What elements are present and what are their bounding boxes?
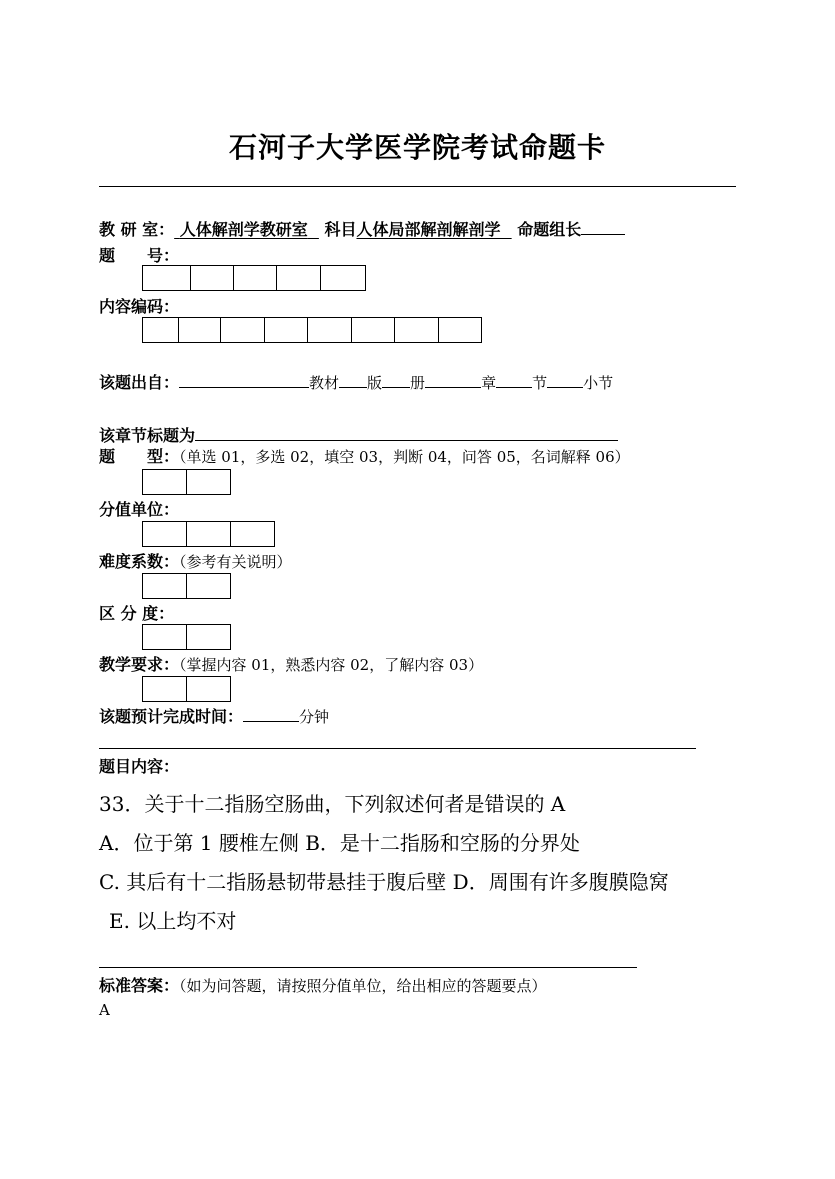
- box-cell[interactable]: [143, 318, 179, 342]
- source-chapter-label: 章: [481, 374, 497, 392]
- group-leader-blank[interactable]: [581, 220, 625, 235]
- box-cell[interactable]: [143, 522, 187, 546]
- question-number-label: 题 号：: [99, 246, 180, 265]
- box-cell[interactable]: [439, 318, 482, 342]
- source-edition-blank[interactable]: [339, 373, 367, 388]
- title-divider: [99, 186, 736, 187]
- box-cell[interactable]: [187, 522, 231, 546]
- department-label: 教 研 室：: [99, 220, 175, 239]
- answer-divider: [99, 967, 637, 968]
- content-code-label: 内容编码：: [99, 297, 180, 316]
- box-cell[interactable]: [234, 266, 277, 290]
- header-row: [99, 217, 625, 240]
- difficulty-row: [99, 549, 292, 572]
- source-row: [99, 370, 613, 393]
- standard-answer-row: [99, 973, 547, 996]
- question-type-row: [99, 444, 630, 467]
- question-number-boxes[interactable]: [142, 265, 366, 291]
- difficulty-label: 难度系数：: [99, 552, 180, 571]
- source-subsection-label: 小节: [583, 374, 614, 392]
- question-divider: [99, 748, 696, 749]
- question-content-label: 题目内容：: [99, 757, 180, 776]
- question-option-e: E. 以上均不对: [109, 909, 237, 933]
- source-volume-blank[interactable]: [382, 373, 410, 388]
- box-cell[interactable]: [143, 625, 187, 649]
- box-cell[interactable]: [143, 677, 187, 701]
- teaching-requirement-row: [99, 652, 483, 675]
- question-type-label: 题 型：: [99, 447, 180, 466]
- score-unit-label: 分值单位：: [99, 500, 180, 519]
- box-cell[interactable]: [143, 574, 187, 598]
- source-section-blank[interactable]: [496, 373, 532, 388]
- source-textbook-label: 教材: [309, 374, 340, 392]
- question-stem: 33．关于十二指肠空肠曲，下列叙述何者是错误的 A: [99, 792, 566, 816]
- chapter-title-blank[interactable]: [195, 426, 618, 441]
- source-section-label: 节: [532, 374, 548, 392]
- subject-value: 人体局部解剖解剖学: [356, 220, 501, 239]
- source-subsection-blank[interactable]: [547, 373, 583, 388]
- difficulty-note: （参考有关说明）: [179, 553, 292, 571]
- standard-answer-value: A: [99, 1001, 110, 1019]
- box-cell[interactable]: [308, 318, 352, 342]
- teaching-requirement-boxes[interactable]: [142, 676, 231, 702]
- source-volume-label: 册: [410, 374, 426, 392]
- teaching-requirement-label: 教学要求：: [99, 655, 180, 674]
- box-cell[interactable]: [265, 318, 308, 342]
- source-label: 该题出自：: [99, 373, 180, 392]
- page-title: 石河子大学医学院考试命题卡: [228, 131, 606, 164]
- group-leader-label: 命题组长: [517, 220, 582, 239]
- box-cell[interactable]: [231, 522, 275, 546]
- box-cell[interactable]: [187, 470, 231, 494]
- box-cell[interactable]: [191, 266, 234, 290]
- question-type-note: （单选 01，多选 02，填空 03，判断 04，问答 05，名词解释 06）: [179, 448, 630, 466]
- question-options-cd: C. 其后有十二指肠悬韧带悬挂于腹后壁 D．周围有许多腹膜隐窝: [99, 870, 669, 894]
- department-value: 人体解剖学教研室: [179, 220, 308, 239]
- source-edition-label: 版: [367, 374, 383, 392]
- box-cell[interactable]: [187, 677, 231, 701]
- estimated-time-blank[interactable]: [243, 707, 299, 722]
- box-cell[interactable]: [221, 318, 265, 342]
- question-type-boxes[interactable]: [142, 469, 231, 495]
- discrimination-boxes[interactable]: [142, 624, 231, 650]
- discrimination-label: 区 分 度：: [99, 604, 175, 623]
- difficulty-boxes[interactable]: [142, 573, 231, 599]
- chapter-title-row: [99, 423, 618, 446]
- box-cell[interactable]: [143, 470, 187, 494]
- estimated-time-unit: 分钟: [299, 708, 330, 726]
- estimated-time-row: [99, 704, 329, 727]
- box-cell[interactable]: [395, 318, 439, 342]
- box-cell[interactable]: [143, 266, 191, 290]
- question-options-ab: A．位于第 1 腰椎左侧 B．是十二指肠和空肠的分界处: [99, 831, 580, 855]
- content-code-boxes[interactable]: [142, 317, 482, 343]
- source-textbook-blank[interactable]: [179, 373, 309, 388]
- box-cell[interactable]: [352, 318, 395, 342]
- standard-answer-label: 标准答案：: [99, 976, 180, 995]
- estimated-time-label: 该题预计完成时间：: [99, 707, 244, 726]
- box-cell[interactable]: [179, 318, 221, 342]
- box-cell[interactable]: [187, 625, 231, 649]
- box-cell[interactable]: [321, 266, 366, 290]
- subject-label: 科目: [324, 220, 357, 239]
- box-cell[interactable]: [277, 266, 321, 290]
- standard-answer-note: （如为问答题，请按照分值单位，给出相应的答题要点）: [179, 977, 547, 995]
- source-chapter-blank[interactable]: [425, 373, 481, 388]
- box-cell[interactable]: [187, 574, 231, 598]
- teaching-requirement-note: （掌握内容 01，熟悉内容 02，了解内容 03）: [179, 656, 484, 674]
- score-unit-boxes[interactable]: [142, 521, 275, 547]
- chapter-title-label: 该章节标题为: [99, 426, 196, 445]
